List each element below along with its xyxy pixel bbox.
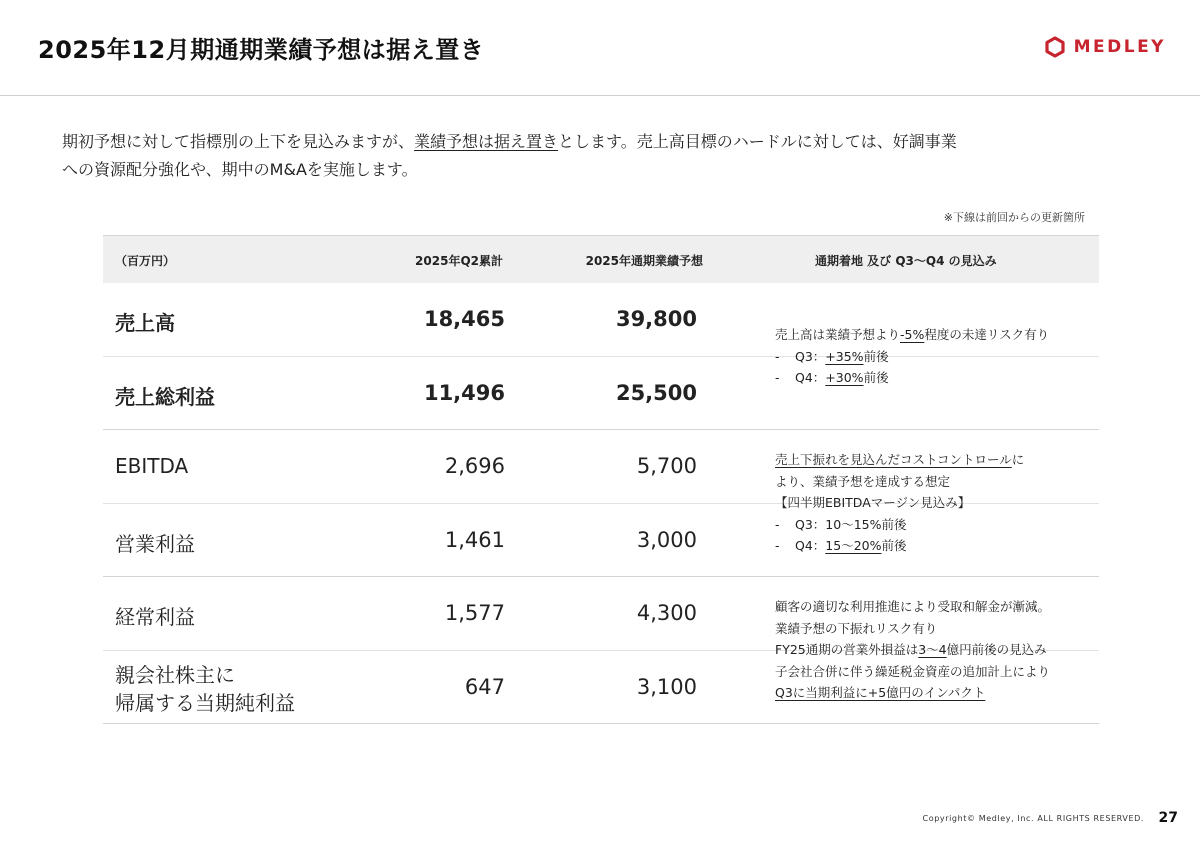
comment-text: 億円前後の見込み: [946, 642, 1047, 657]
update-note: ※下線は前回からの更新箇所: [943, 211, 1085, 224]
outlook-comment: [775, 449, 1024, 557]
comment-underline: +35%: [825, 348, 864, 364]
comment-text: 前後: [863, 370, 889, 385]
full-year-value: 39,800: [615, 307, 697, 331]
intro-underline: 業績予想は据え置き: [414, 132, 559, 151]
comment-text: 売上高は業績予想より: [775, 327, 901, 342]
copyright: Copyright© Medley, Inc. ALL RIGHTS RESERVED.: [922, 814, 1144, 823]
row-label-line: 親会社株主に: [115, 663, 235, 687]
comment-text: FY25通期の営業外損益は: [775, 642, 919, 657]
comment-text: より、業績予想を達成する想定: [775, 473, 951, 489]
intro-text-2: とします。売上高目標のハードルに対しては、好調事業: [558, 132, 957, 151]
comment-text: 前後: [881, 538, 907, 553]
outlook-comment: [775, 596, 1050, 704]
page-number: 27: [1158, 810, 1178, 826]
table-header: [103, 235, 1099, 283]
full-year-value: 25,500: [615, 381, 697, 405]
comment-underline: 15〜20%: [825, 538, 882, 553]
comment-text: Q3：: [795, 348, 826, 364]
header-full-year: 2025年通期業績予想: [585, 254, 703, 268]
table-group-sales: [103, 283, 1099, 430]
comment-text: 程度の未達リスク有り: [924, 327, 1050, 342]
logo-text: MEDLEY: [1073, 37, 1166, 57]
row-label: [115, 661, 295, 717]
comment-text: 前後: [863, 348, 889, 364]
comment-text: 子会社合併に伴う繰延税金資産の追加計上により: [775, 663, 1051, 679]
comment-text: 顧客の適切な利用推進により受取和解金が漸減。: [775, 599, 1051, 614]
full-year-value: 3,100: [636, 675, 697, 699]
row-label: 売上総利益: [115, 385, 215, 409]
bullet-dash: -: [775, 538, 780, 553]
comment-text: Q4：: [795, 538, 826, 553]
slide-header: [0, 0, 1200, 96]
bullet-dash: -: [775, 370, 780, 385]
comment-underline: +30%: [825, 370, 864, 385]
comment-text: 業績予想の下振れリスク有り: [775, 620, 938, 636]
forecast-table: [103, 235, 1099, 724]
comment-text: に: [1011, 452, 1025, 467]
company-logo: [1044, 36, 1166, 58]
comment-underline: Q3に当期利益に+5億円のインパクト: [775, 685, 986, 700]
page-title: 2025年12月期通期業績予想は据え置き: [38, 36, 485, 64]
comment-underline: 3〜4: [918, 642, 947, 657]
bullet-dash: -: [775, 348, 780, 364]
full-year-value: 3,000: [636, 528, 697, 552]
full-year-value: 4,300: [636, 601, 697, 625]
row-label: EBITDA: [115, 454, 189, 478]
q2-value: 2,696: [444, 454, 505, 478]
comment-text: Q3：10〜15%前後: [795, 516, 907, 532]
full-year-value: 5,700: [636, 454, 697, 478]
table-group-ordinary: [103, 577, 1099, 724]
comment-underline: -5%: [900, 327, 925, 342]
row-label: 売上高: [115, 311, 175, 335]
table-group-ebitda: [103, 430, 1099, 577]
intro-text-1: 期初予想に対して指標別の上下を見込みますが、: [62, 132, 415, 151]
q2-value: 18,465: [423, 307, 505, 331]
header-unit: （百万円）: [115, 254, 176, 268]
bullet-dash: -: [775, 516, 780, 532]
row-label-line: 帰属する当期純利益: [115, 691, 295, 715]
intro-paragraph: [62, 128, 1142, 184]
q2-value: 647: [464, 675, 505, 699]
comment-text: 【四半期EBITDAマージン見込み】: [775, 495, 971, 510]
q2-value: 11,496: [423, 381, 505, 405]
medley-logo-icon: [1044, 36, 1066, 58]
header-q2: 2025年Q2累計: [415, 254, 503, 268]
outlook-comment: [775, 324, 1049, 389]
row-label: 営業利益: [115, 532, 195, 556]
intro-text-3: への資源配分強化や、期中のM&Aを実施します。: [62, 160, 418, 179]
header-outlook: 通期着地 及び Q3〜Q4 の見込み: [815, 254, 997, 268]
comment-text: Q4：: [795, 370, 826, 385]
row-label: 経常利益: [115, 605, 195, 629]
q2-value: 1,461: [444, 528, 505, 552]
q2-value: 1,577: [444, 601, 505, 625]
comment-underline: 売上下振れを見込んだコストコントロール: [775, 452, 1012, 467]
